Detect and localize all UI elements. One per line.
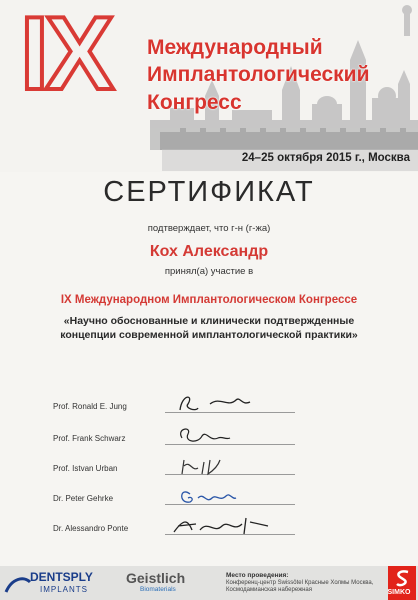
geistlich-logo: Geistlich <box>126 570 186 586</box>
signature-row <box>0 388 418 422</box>
venue-text: Конференц-центр Swissôtel Красные Холмы Москва, Космодамианская набережная <box>226 580 374 593</box>
handwritten-signature <box>170 482 280 508</box>
venue-label: Место проведения: <box>226 572 289 579</box>
recipient-name: Кох Александр <box>149 243 269 260</box>
congress-name: IX Международном Имплантологическом Конгрессе <box>60 294 358 306</box>
handwritten-signature <box>170 422 280 448</box>
signatory-name: Prof. Frank Schwarz <box>53 434 126 443</box>
signatory-name: Dr. Alessandro Ponte <box>53 524 129 533</box>
geistlich-logo-sub: Biomaterials <box>140 586 176 593</box>
dentsply-logo-sub: IMPLANTS <box>40 585 89 594</box>
participated-text: принял(а) участие в <box>164 266 254 277</box>
signature-row <box>0 480 418 514</box>
event-date: 24–25 октября 2015 г., Москва <box>241 152 410 164</box>
congress-topic: «Научно обоснованные и клинически подтвержденные концепции современной имплантологической практики» <box>60 315 358 341</box>
congress-title-line-2: Имплантологический <box>147 63 370 86</box>
signature-row <box>0 420 418 454</box>
signatory-name: Prof. Istvan Urban <box>53 464 118 473</box>
confirms-text: подтверждает, что г-н (г-жа) <box>147 223 271 234</box>
congress-title-line-1: Международный <box>147 36 323 59</box>
header-banner <box>0 0 418 172</box>
certificate-title: СЕРТИФИКАТ <box>103 176 315 208</box>
signatory-name: Dr. Peter Gehrke <box>53 494 114 503</box>
congress-title-line-3: Конгресс <box>147 91 242 114</box>
handwritten-signature <box>170 452 280 478</box>
roman-numeral-logo: IX <box>20 0 111 112</box>
simko-logo: SIMKO <box>387 589 411 596</box>
handwritten-signature <box>170 390 280 416</box>
signatory-name: Prof. Ronald E. Jung <box>53 402 127 411</box>
dentsply-swoosh-icon <box>4 574 32 596</box>
dentsply-logo: DENTSPLY <box>30 570 93 584</box>
signature-row <box>0 510 418 544</box>
handwritten-signature <box>170 512 280 538</box>
signature-row <box>0 450 418 484</box>
simko-s-icon <box>394 569 412 587</box>
